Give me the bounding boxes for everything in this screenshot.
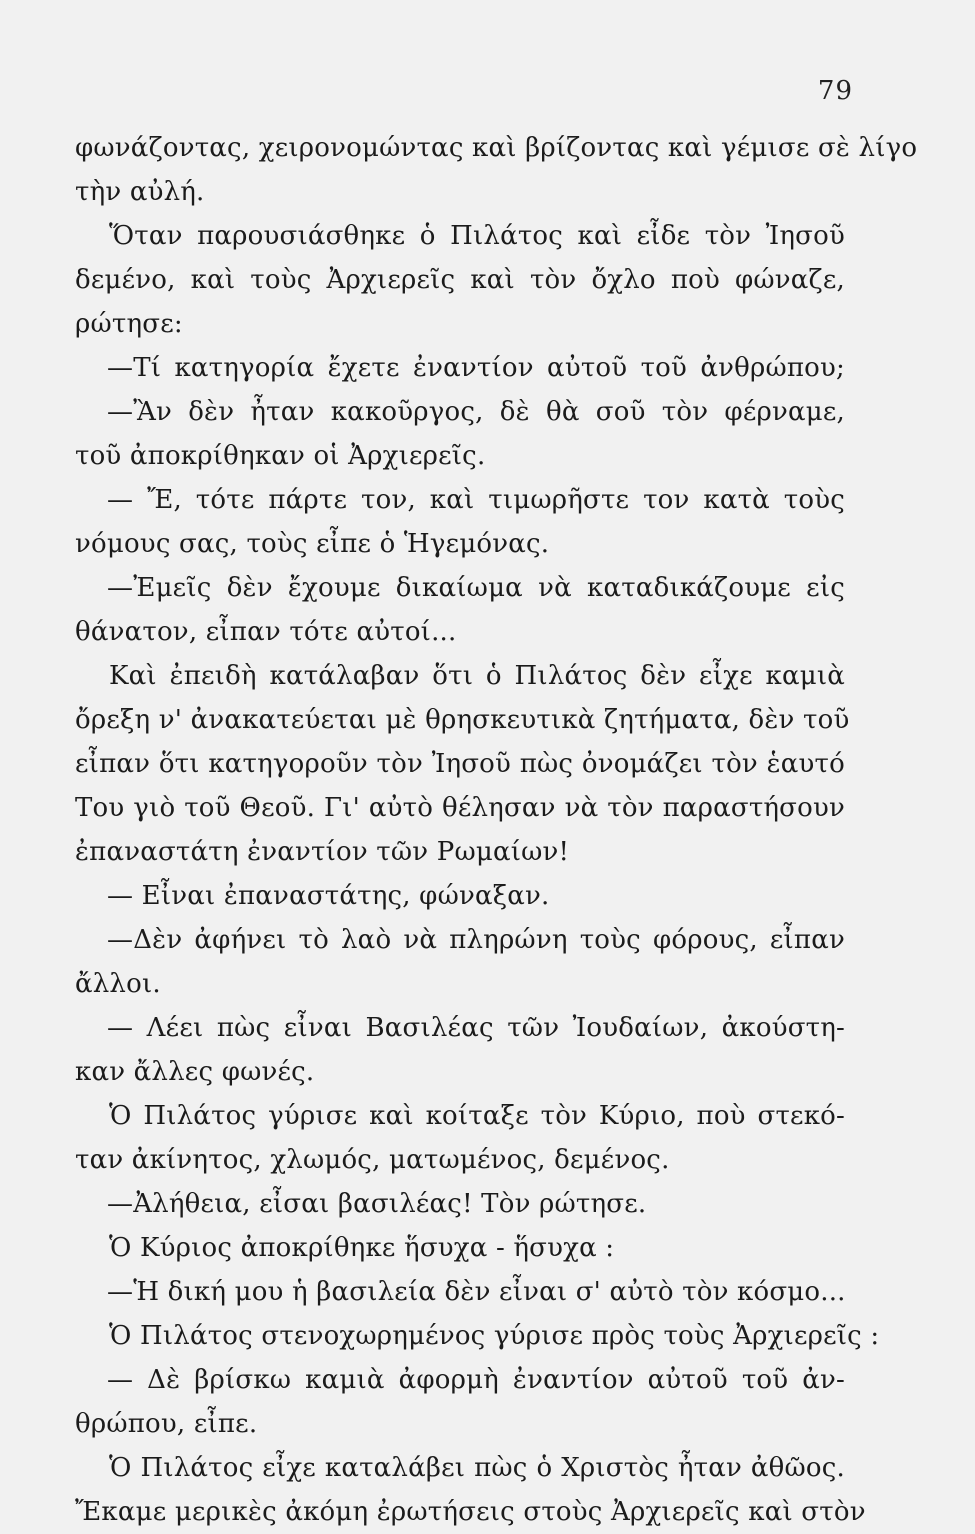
text-line: νόμους σας, τοὺς εἶπε ὁ Ἡγεμόνας. [75,529,550,559]
text-line: φωνάζοντας, χειρονομώντας καὶ βρίζοντας καὶ γέμισε σὲ λίγο [75,133,918,163]
text-line: — Εἶναι ἐπαναστάτης, φώναξαν. [107,881,550,911]
text-line: εἶπαν ὅτι κατηγοροῦν τὸν Ἰησοῦ πὼς ὀνομάζει τὸν ἑαυτό [75,749,845,779]
text-line: τὴν αὐλή. [75,177,205,207]
text-line: ὄρεξη ν' ἀνακατεύεται μὲ θρησκευτικὰ ζητήματα, δὲν τοῦ [75,705,850,735]
text-line: —Ἡ δική μου ἡ βασιλεία δὲν εἶναι σ' αὐτὸ τὸν κόσμο... [107,1277,846,1307]
text-line: —Ἀλήθεια, εἶσαι βασιλέας! Τὸν ρώτησε. [107,1189,647,1219]
text-line: Του γιὸ τοῦ Θεοῦ. Γι' αὐτὸ θέλησαν νὰ τὸν παραστήσουν [75,793,845,823]
text-line: — Λέει πὼς εἶναι Βασιλέας τῶν Ἰουδαίων, ἀκούστη- [107,1013,845,1043]
text-line: Καὶ ἐπειδὴ κατάλαβαν ὅτι ὁ Πιλάτος δὲν εἶχε καμιὰ [109,661,845,691]
text-line: Ὁ Πιλάτος εἶχε καταλάβει πὼς ὁ Χριστὸς ἦταν ἀθῶος. [109,1453,845,1483]
text-line: — Δὲ βρίσκω καμιὰ ἀφορμὴ ἐναντίον αὐτοῦ τοῦ ἀν- [107,1365,845,1395]
text-line: τοῦ ἀποκρίθηκαν οἱ Ἀρχιερεῖς. [75,441,486,471]
text-line: θρώπου, εἶπε. [75,1409,258,1439]
text-line: —Τί κατηγορία ἔχετε ἐναντίον αὐτοῦ τοῦ ἀνθρώπου; [107,353,845,383]
page-number: 79 [817,76,853,106]
text-line: ταν ἀκίνητος, χλωμός, ματωμένος, δεμένος. [75,1145,670,1175]
text-line: —Ἐμεῖς δὲν ἔχουμε δικαίωμα νὰ καταδικάζουμε εἰς [107,573,845,603]
text-line: Ἔκαμε μερικὲς ἀκόμη ἐρωτήσεις στοὺς Ἀρχιερεῖς καὶ στὸν [75,1497,866,1527]
text-line: Ὁ Πιλάτος στενοχωρημένος γύρισε πρὸς τοὺς Ἀρχιερεῖς : [109,1321,880,1351]
text-line: καν ἄλλες φωνές. [75,1057,315,1087]
text-line: ἄλλοι. [75,969,161,999]
text-line: ρώτησε: [75,309,183,339]
text-line: Ὁ Πιλάτος γύρισε καὶ κοίταξε τὸν Κύριο, ποὺ στεκό- [109,1101,845,1131]
text-line: —Δὲν ἀφήνει τὸ λαὸ νὰ πληρώνη τοὺς φόρους, εἶπαν [107,925,845,955]
text-line: —Ἂν δὲν ἦταν κακοῦργος, δὲ θὰ σοῦ τὸν φέρναμε, [107,397,845,427]
text-line: — Ἔ, τότε πάρτε τον, καὶ τιμωρῆστε τον κατὰ τοὺς [107,485,845,515]
text-line: Ὁ Κύριος ἀποκρίθηκε ἥσυχα - ἥσυχα : [109,1233,615,1263]
text-line: θάνατον, εἶπαν τότε αὐτοί... [75,617,457,647]
body-text [75,126,918,1534]
text-line: δεμένο, καὶ τοὺς Ἀρχιερεῖς καὶ τὸν ὄχλο ποὺ φώναζε, [75,265,845,295]
text-line: Ὅταν παρουσιάσθηκε ὁ Πιλάτος καὶ εἶδε τὸν Ἰησοῦ [109,221,845,251]
text-line: ἐπαναστάτη ἐναντίον τῶν Ρωμαίων! [75,837,570,867]
